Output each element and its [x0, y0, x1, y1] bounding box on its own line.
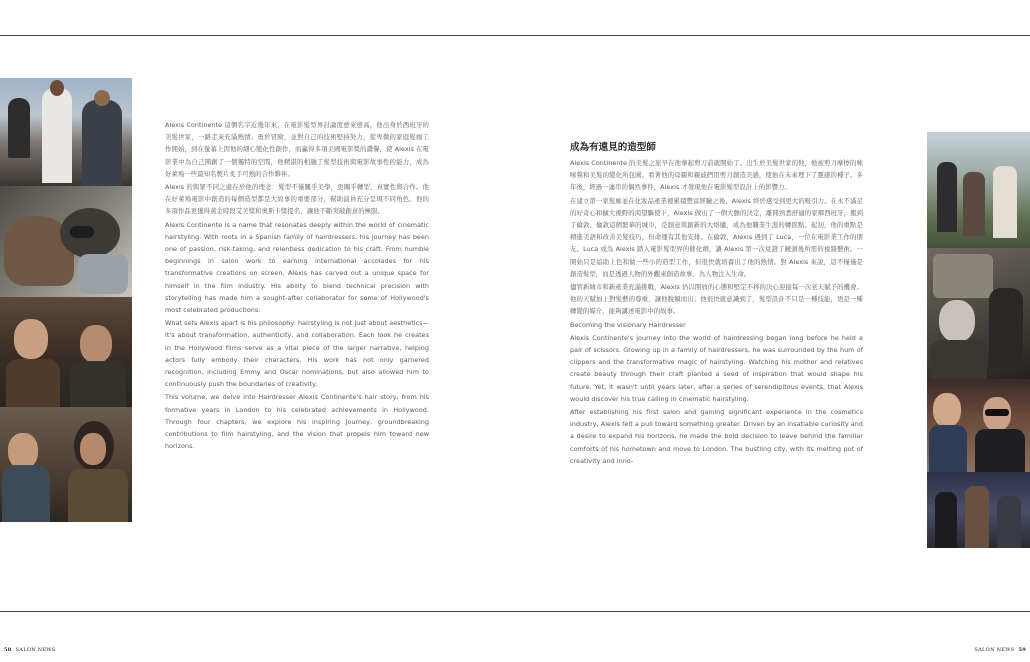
photo-crew-selfie	[927, 379, 1030, 472]
right-subheading: Becoming the visionary Hairdresser	[570, 320, 686, 329]
right-paragraph-5: After establishing his first salon and gaining significant experience in the cosmetics industry, Alexis felt a pull toward something greater. Driven by an insatiable curiosity and a desire to expand his horizons, he made the bold decision to leave behind the familiar comforts of his hometown and move to London. The bustling city, with its melting pot of creativity and inno-	[570, 408, 863, 465]
right-paragraph-3: 儘管新城市和新產業充滿挑戰，Alexis 仍以開放的心態和堅定不移的決心迎接每一次老天賦予的機會。他的天賦加上對髮藝的尊重，讓他脫穎而出；他很快就意識到了，髮型設計不只是一種技能，更是一種轉變的媒介，能夠講述電影中的故事。	[570, 283, 863, 316]
photo-period-characters	[0, 407, 132, 522]
left-paragraph-5: This volume, we delve into Hairdresser Alexis Continente's hair story, from his formative years in London to his celebrated achievements in Hollywood. Through four chapters, we explore his inspiring journey, groundbreaking contributions to film hairstyling, and the vision that propels him toward new horizons.	[165, 393, 429, 451]
right-paragraph-2: 在建立第一家髮廊並在化妝品產業裡累積豐富經驗之後，Alexis 終於感受到更大的吸引力。在永不滿足的好奇心和擴大視野的渴望驅使下，Alexis 做出了一個大膽的決定，離開熟悉舒適的家鄉西班牙，搬到了倫敦。倫敦這個繁華的城市，是創意與創新的大熔爐，成為他職業生涯的轉捩點。起初，他的重點是精進美語和改善美髮技巧，但命運有其他安排。在倫敦，Alexis 遇到了 Luca，一位在電影業工作的朋友。Luca 成為 Alexis 踏入電影髮型界的催化劑，讓 Alexis 第一次見證了鏡頭後所需的複雜藝術。一開始只是協助上色和做一些小的造型工作，但很快就培養出了他的熱情。對 Alexis 來說，這不僅僅是創造髮型，而是透過人物的外觀來創造故事、為人物注入生命。	[570, 196, 863, 278]
bottom-rule	[0, 611, 1030, 612]
left-magazine-name: SALON NEWS	[15, 647, 56, 653]
right-paragraph-1: Alexis Continente 的美髮之旅早在他拿起剪刀前就開始了。出生於美髮世家的他，他被剪刀摩擦的嗦嗦聲和美髮的變化所包圍。看著他的母親和親戚們用剪刀創造美感，使他在未來埋下了靈感的種子。多年後，經過一連串的偶然事件，Alexis 才發現他在電影髮型設計上的影響力。	[570, 159, 863, 192]
right-page-footer	[974, 647, 1026, 653]
left-page-footer	[4, 647, 56, 653]
left-paragraph-3: Alexis Continente is a name that resonates deeply within the world of cinematic hairstyling. With roots in a Spanish family of hairdressers, his journey has been one of passion, risk-taking, and relentless dedication to his craft. From humble beginnings in salon work to earning international accolades for his transformative creations on screen, Alexis has carved out a unique space for himself in the film industry. His ability to blend technical precision with storytelling has made him a sought-after collaborator for some of Hollywood's most celebrated productions.	[165, 220, 429, 315]
photo-prosthetic-work	[927, 248, 1030, 379]
photo-set-crew	[0, 78, 132, 186]
right-page-number: 59	[1018, 647, 1026, 653]
photo-actor-portrait	[0, 297, 132, 407]
left-paragraph-4: What sets Alexis apart is his philosophy: hairstyling is not just about aesthetics—it's about transformation, authenticity, and collaboration. Each look he creates in the Hollywood films serve as a vital piece of the larger narrative, helping actors fully embody their characters. His work has not only garnered recognition, including Emmy and Oscar nominations, but also allowed him to continuously push the boundaries of creativity.	[165, 319, 429, 389]
photo-outdoor-set	[927, 132, 1030, 248]
right-magazine-name: SALON NEWS	[974, 647, 1015, 653]
photo-styling-actor	[0, 186, 132, 297]
top-rule	[0, 35, 1030, 36]
right-text-column	[570, 142, 863, 468]
left-paragraph-1: Alexis Continente 這個名字近幾年來，在電影髮型界討論度愈來愈高，他出身於西班牙的美髮世家，一路走來充滿熱情、勇於冒險，並對自己的技術堅持努力，從卑微的家庭髮廊工作開始，到在螢幕上因他的細心變化性創作，而贏得多項美國電影獎的讚譽，使 Alexis 在電影業中為自己開創了一個獨特的空間，他精湛的相融了髮型技術與電影故事性的能力，成為好萊塢一些最知名製片炙手可熱的合作夥伴。	[165, 121, 429, 178]
left-text-column	[165, 119, 429, 453]
photo-behind-the-scenes	[927, 472, 1030, 548]
left-page-number: 58	[4, 647, 12, 653]
section-heading: 成為有遠見的造型師	[570, 142, 656, 153]
right-paragraph-4: Alexis Continente's journey into the world of hairdressing began long before he held a pair of scissors. Growing up in a family of hairdressers, he was surrounded by the hum of clippers and the transformative magic of hairstyling. Watching his mother and relatives create beauty through their craft planted a seed of inspiration that would shape his future. Yet, it wasn't until years later, after a series of serendipitous events, that Alexis would discover his true calling in cinematic hairstyling.	[570, 333, 863, 403]
left-paragraph-2: Alexis 的與眾不同之處在於他的理念：髮型不僅關乎美學，更關乎轉型、真實性與合作。他在好萊塢電影中創造的每個造型都是大故事的重要部分，幫助演員充分呈現不同角色。他的多項作品更獲得黃金時段艾美獎和奧斯卡獎提名，讓他不斷突破創意的極限。	[165, 183, 429, 216]
